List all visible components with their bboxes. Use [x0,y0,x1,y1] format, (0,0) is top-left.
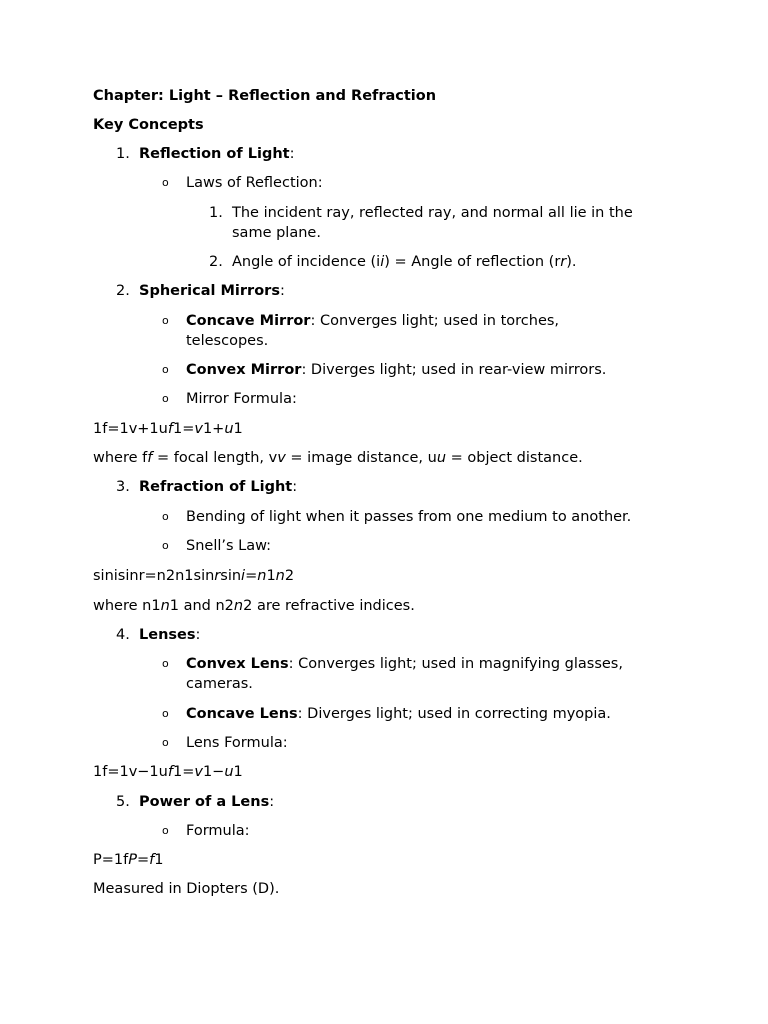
power-formula: P=1fP=f1 [93,852,164,868]
power-units-note: Measured in Diopters (D). [93,881,280,897]
power-formula-item: o Formula: [162,823,250,839]
bullet-icon: o [162,736,169,749]
law-1-item: 1. The incident ray, reflected ray, and normal all lie in the [209,205,633,221]
mirror-formula: 1f=1v+1uf1=v1+u1 [93,421,243,437]
section-5-heading: 5. Power of a Lens: [116,794,275,810]
law-2-item: 2. Angle of incidence (ii) = Angle of reflection (rr). [209,254,577,270]
bullet-icon: o [162,363,169,376]
bullet-icon: o [162,657,169,670]
bullet-icon: o [162,314,169,327]
concave-mirror-item: o Concave Mirror: Converges light; used in torches, [162,313,560,329]
key-concepts-heading: Key Concepts [93,117,204,133]
convex-mirror-item: o Convex Mirror: Diverges light; used in rear-view mirrors. [162,362,607,378]
concave-mirror-continuation: telescopes. [186,333,269,349]
bullet-icon: o [162,539,169,552]
section-4-heading: 4. Lenses: [116,627,201,643]
section-2-heading: 2. Spherical Mirrors: [116,283,285,299]
section-3-heading: 3. Refraction of Light: [116,479,298,495]
concave-lens-item: o Concave Lens: Diverges light; used in correcting myopia. [162,706,611,722]
refraction-definition-item: o Bending of light when it passes from one medium to another. [162,509,632,525]
bullet-icon: o [162,824,169,837]
bullet-icon: o [162,510,169,523]
section-1-number: 1. [116,146,130,162]
chapter-title: Chapter: Light – Reflection and Refraction [93,88,437,104]
bullet-icon: o [162,707,169,720]
lens-formula: 1f=1v−1uf1=v1−u1 [93,764,243,780]
lens-formula-item: o Lens Formula: [162,735,288,751]
convex-lens-continuation: cameras. [186,676,253,692]
laws-of-reflection-item: o Laws of Reflection: [162,175,323,191]
snells-law-item: o Snell’s Law: [162,538,272,554]
snells-law-legend: where n1n1 and n2n2 are refractive indices. [93,598,415,614]
bullet-icon: o [162,392,169,405]
mirror-formula-legend: where ff = focal length, vv = image distance, uu = object distance. [93,450,583,466]
snells-law-formula: sinisinr=n2n1sinrsini=n1n2 [93,568,295,584]
mirror-formula-item: o Mirror Formula: [162,391,297,407]
bullet-icon: o [162,176,169,189]
convex-lens-item: o Convex Lens: Converges light; used in magnifying glasses, [162,656,623,672]
law-1-continuation: same plane. [232,225,321,241]
section-1-heading: 1. Reflection of Light: [116,146,295,162]
